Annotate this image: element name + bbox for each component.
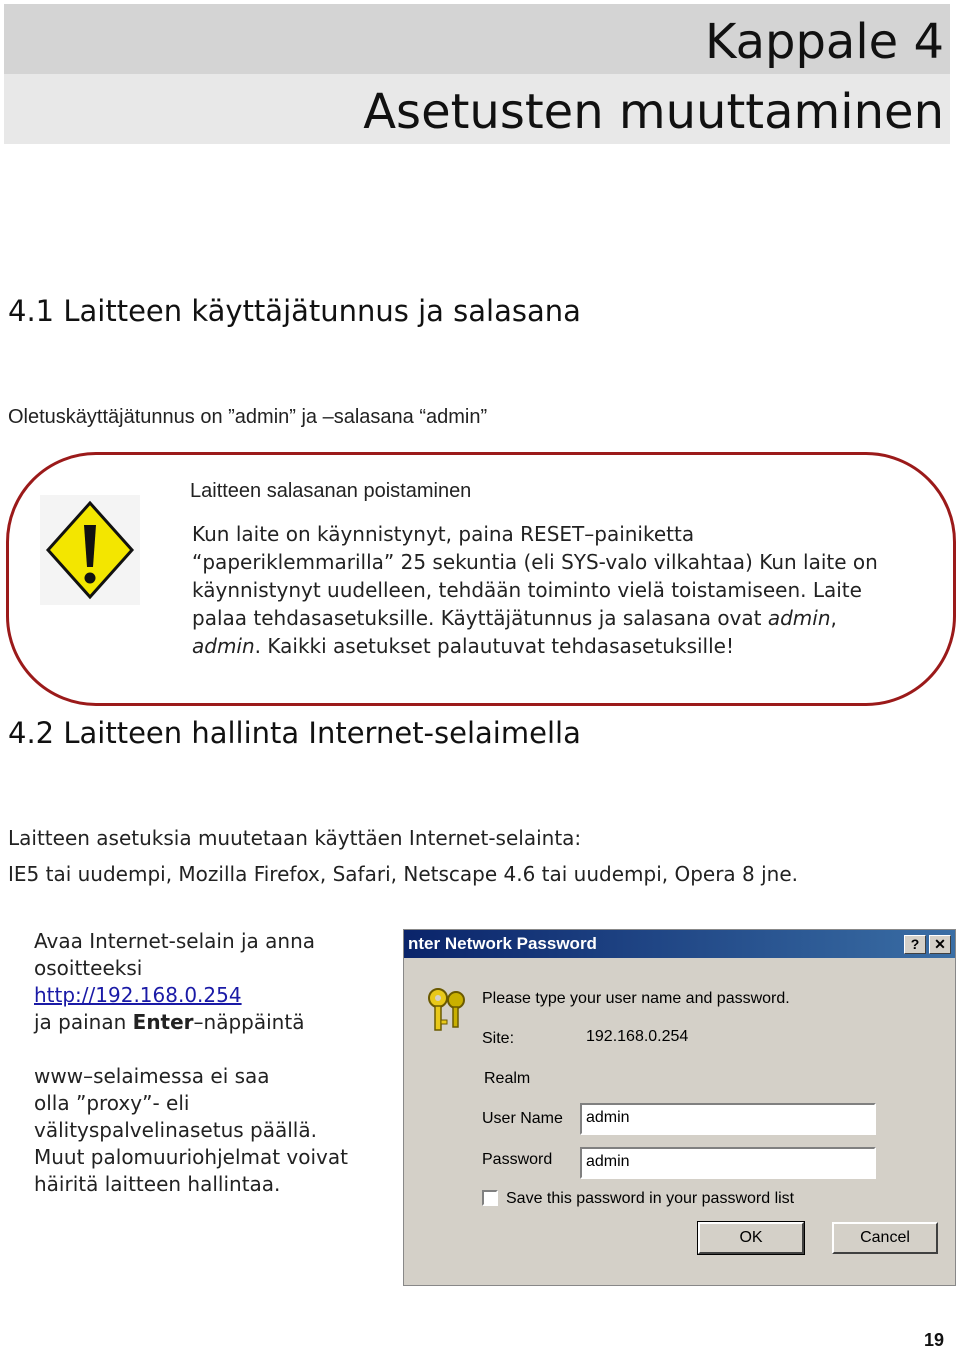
dialog-prompt: Please type your user name and password. [482, 990, 790, 1007]
instruction-line-4-post: –näppäintä [193, 1010, 305, 1034]
network-password-dialog [403, 929, 956, 1286]
proxy-line-4: Muut palomuuriohjelmat voivat [34, 1145, 348, 1169]
warning-line-3: käynnistynyt uudelleen, tehdään toiminto vielä toistamiseen. Laite [192, 578, 862, 602]
proxy-line-2: olla ”proxy”- eli [34, 1091, 190, 1115]
close-button[interactable]: ✕ [929, 935, 951, 954]
warning-line-5-text: . Kaikki asetukset palautuvat tehdasasetuksille! [254, 634, 734, 658]
browser-intro-text: Laitteen asetuksia muutetaan käyttäen Internet-selainta: [8, 826, 582, 850]
instruction-line-1: Avaa Internet-selain ja anna [34, 929, 316, 953]
section-heading-4-2: 4.2 Laitteen hallinta Internet-selaimella [8, 716, 581, 750]
dialog-title: nter Network Password [408, 934, 597, 953]
keys-icon [424, 986, 474, 1034]
save-password-checkbox[interactable] [482, 1190, 498, 1206]
dialog-titlebar [404, 930, 955, 958]
chapter-title: Asetusten muuttaminen [363, 84, 944, 140]
section-heading-4-1: 4.1 Laitteen käyttäjätunnus ja salasana [8, 294, 581, 328]
open-browser-instructions [34, 928, 384, 1036]
warning-line-2: “paperiklemmarilla” 25 sekuntia (eli SYS-valo vilkahtaa) Kun laite on [192, 550, 878, 574]
username-input[interactable]: admin [580, 1103, 876, 1135]
warning-line-4-comma: , [830, 606, 837, 630]
warning-icon [40, 495, 140, 605]
save-password-label: Save this password in your password list [506, 1190, 795, 1207]
cancel-button[interactable]: Cancel [832, 1222, 938, 1254]
warning-body [192, 520, 932, 660]
proxy-note [34, 1063, 384, 1198]
chapter-number: Kappale 4 [704, 14, 944, 70]
proxy-line-3: välityspalvelinasetus päällä. [34, 1118, 317, 1142]
proxy-line-5: häiritä laitteen hallintaa. [34, 1172, 281, 1196]
realm-label: Realm [484, 1070, 531, 1087]
router-address-link[interactable]: http://192.168.0.254 [34, 983, 242, 1007]
password-input[interactable]: admin [580, 1147, 876, 1179]
supported-browsers-text: IE5 tai uudempi, Mozilla Firefox, Safari, Netscape 4.6 tai uudempi, Opera 8 jne. [8, 862, 799, 886]
username-label: User Name [482, 1110, 563, 1127]
warning-title: Laitteen salasanan poistaminen [190, 480, 472, 502]
ok-button[interactable]: OK [698, 1222, 804, 1254]
page-number: 19 [924, 1330, 945, 1350]
warning-line-5 [192, 632, 932, 660]
instruction-line-2: osoitteeksi [34, 956, 143, 980]
password-label: Password [482, 1151, 553, 1168]
warning-line-1: Kun laite on käynnistynyt, paina RESET–painiketta [192, 522, 695, 546]
site-label: Site: [482, 1030, 515, 1047]
warning-line-4 [192, 604, 932, 632]
default-username: admin [767, 606, 831, 630]
default-password: admin [192, 634, 255, 658]
instruction-line-4-pre: ja painan [34, 1010, 133, 1034]
instruction-line-4 [34, 1009, 384, 1036]
proxy-line-1: www–selaimessa ei saa [34, 1064, 270, 1088]
help-button[interactable]: ? [904, 935, 926, 954]
warning-line-4-text: palaa tehdasasetuksille. Käyttäjätunnus ja salasana ovat [192, 606, 768, 630]
chapter-header [4, 4, 950, 144]
enter-key-label: Enter [132, 1010, 194, 1034]
default-credentials-text: Oletuskäyttäjätunnus on ”admin” ja –salasana “admin” [8, 406, 488, 428]
site-value: 192.168.0.254 [586, 1028, 689, 1045]
